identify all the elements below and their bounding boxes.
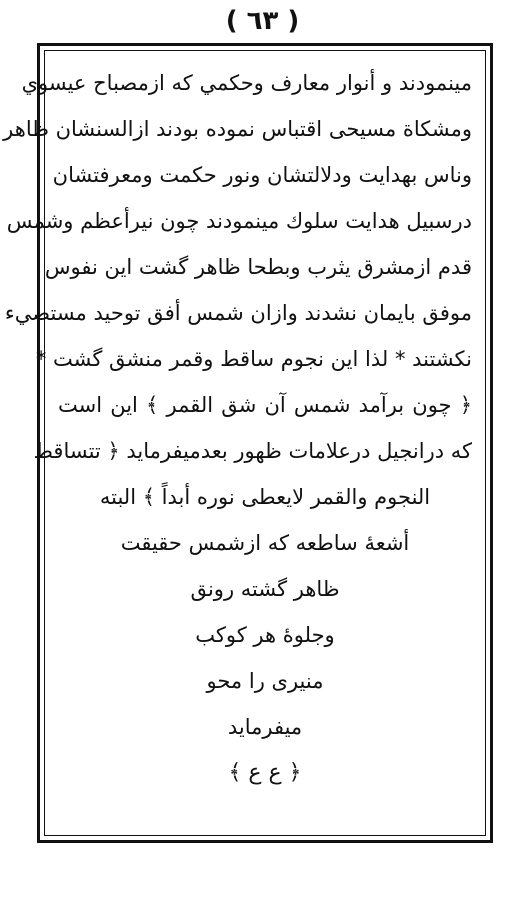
text-line-15: میفرماید [227, 715, 303, 739]
text-line-1: مینمودند و أنوار معارف وحکمي که ازمصباح عیسوي [21, 71, 472, 95]
text-line-3: وناس بهدایت ودلالتشان ونور حکمت ومعرفتشان [52, 163, 472, 187]
text-line-11: أشعهٔ ساطعه که ازشمس حقیقت [120, 531, 410, 555]
text-line-4: درسبیل هدایت سلوك مینمودند چون نیرأعظم وشمس [6, 209, 472, 233]
text-line-2: ومشکاة مسیحی اقتباس نموده بودند ازالسنشان ظاهر [3, 117, 472, 141]
body-text [3, 60, 472, 830]
page-number: ( ٦٣ ) [225, 6, 300, 36]
text-line-6: موفق بایمان نشدند وازان شمس أفق توحید مستضيء [4, 301, 472, 325]
text-line-13: وجلوهٔ هر کوکب [195, 623, 335, 647]
text-line-8: ﴿ چون برآمد شمس آن شق القمر ﴾ این است [58, 393, 472, 417]
text-line-9: که درانجیل درعلامات ظهور بعدمیفرماید ﴿ تتساقط [33, 439, 472, 463]
text-line-10: النجوم والقمر لایعطی نوره أبداً ﴾ البته [99, 485, 431, 509]
text-line-5: قدم ازمشرق یثرب وبطحا ظاهر گشت این نفوس [44, 255, 472, 279]
closing-ornament: ﴿ ع ع ﴾ [228, 760, 302, 785]
text-line-7: نکشتند * لذا این نجوم ساقط وقمر منشق گشت * [35, 347, 472, 371]
text-line-12: ظاهر گشته رونق [190, 577, 340, 601]
text-line-14: منیری را محو [206, 669, 324, 693]
